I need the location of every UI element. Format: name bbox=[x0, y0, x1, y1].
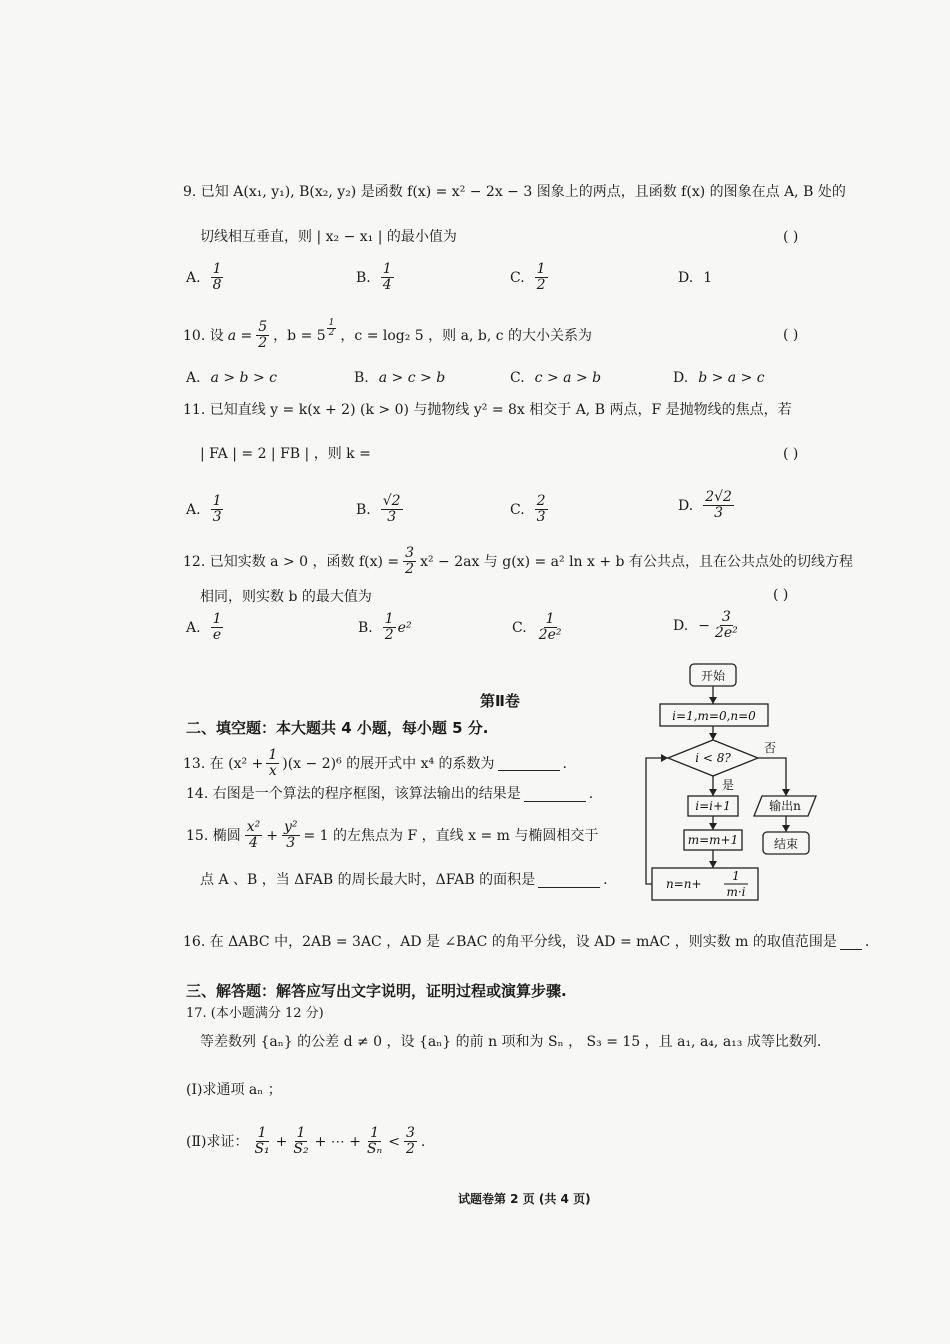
option-text: a > b > c bbox=[210, 370, 277, 386]
period: . bbox=[562, 755, 567, 772]
numerator: y² bbox=[283, 819, 298, 835]
q10-answer-paren: ( ) bbox=[783, 327, 799, 343]
q9-line1: 9. 已知 A(x₁, y₁), B(x₂, y₂) 是函数 f(x) = x² − 2x − 3 图象上的两点，且函数 f(x) 的图象在点 A, B 处的 bbox=[183, 184, 846, 200]
q14-text: 14. 右图是一个算法的程序框图，该算法输出的结果是 bbox=[186, 786, 521, 802]
q16-text: 16. 在 ΔABC 中，2AB = 3AC ，AD 是 ∠BAC 的角平分线，设 AD = mAC ，则实数 m 的取值范围是 bbox=[183, 934, 837, 950]
denominator: 4 bbox=[249, 835, 258, 852]
period: . bbox=[420, 1133, 426, 1150]
denominator: 3 bbox=[387, 509, 397, 526]
fraction bbox=[282, 820, 300, 852]
fraction bbox=[252, 1126, 271, 1158]
answer-blank[interactable] bbox=[524, 787, 586, 802]
flow-inc-i-label: i=i+1 bbox=[695, 799, 731, 813]
q12-option-c bbox=[512, 612, 563, 644]
q15-pre: 15. 椭圆 bbox=[186, 827, 241, 844]
flow-loop-line bbox=[646, 758, 668, 884]
q10-prefix: 10. 设 bbox=[183, 327, 224, 344]
option-label: D. bbox=[678, 270, 694, 286]
q11-option-a bbox=[186, 494, 223, 526]
answer-blank[interactable] bbox=[498, 756, 560, 771]
denominator: 8 bbox=[212, 277, 222, 294]
q12-line2: 相同，则实数 b 的最大值为 bbox=[200, 589, 372, 605]
flow-condition-label: i < 8? bbox=[695, 751, 731, 765]
option-label: D. bbox=[678, 497, 694, 514]
q10-option-b bbox=[354, 370, 445, 386]
option-label: A. bbox=[186, 619, 201, 636]
period: . bbox=[588, 786, 594, 802]
option-label: A. bbox=[186, 269, 201, 286]
page-footer: 试题卷第 2 页 (共 4 页) bbox=[458, 1192, 591, 1206]
fraction bbox=[383, 612, 396, 644]
denominator: 3 bbox=[286, 835, 296, 852]
section-solve: 三、解答题：解答应写出文字说明，证明过程或演算步骤. bbox=[186, 982, 567, 1000]
numerator: 1 bbox=[370, 1125, 380, 1141]
denominator: x bbox=[268, 763, 277, 780]
q17-part-i: (Ⅰ)求通项 aₙ ； bbox=[186, 1082, 282, 1098]
numerator: 3 bbox=[721, 609, 731, 625]
denominator: S₁ bbox=[254, 1141, 270, 1158]
option-label: B. bbox=[356, 501, 371, 518]
denominator: 2e² bbox=[714, 625, 738, 642]
fraction bbox=[381, 262, 394, 294]
option-label: D. bbox=[673, 370, 689, 386]
q12-prefix: 12. 已知实数 a > 0 ，函数 f(x) = bbox=[183, 553, 400, 570]
flow-end-label: 结束 bbox=[773, 837, 799, 851]
fraction bbox=[266, 748, 279, 780]
denominator: 3 bbox=[714, 505, 724, 522]
q14-line bbox=[186, 784, 593, 804]
denominator: 2 bbox=[384, 627, 394, 644]
q9-option-a bbox=[186, 262, 223, 294]
option-expr bbox=[383, 612, 412, 644]
fraction bbox=[537, 612, 564, 644]
numerator: 2 bbox=[536, 493, 546, 509]
flow-yes-label: 是 bbox=[722, 778, 735, 792]
section-fill-in: 二、填空题：本大题共 4 小题，每小题 5 分. bbox=[186, 719, 489, 737]
q12-option-d bbox=[673, 610, 740, 642]
denominator: e bbox=[212, 627, 222, 644]
fraction bbox=[404, 1126, 417, 1158]
option-label: C. bbox=[512, 619, 527, 636]
fraction bbox=[211, 612, 224, 644]
q15-post: = 1 的左焦点为 F ，直线 x = m 与椭圆相交于 bbox=[303, 827, 599, 844]
option-label: D. bbox=[673, 617, 689, 634]
q11-option-c bbox=[510, 494, 548, 526]
option-text: c > a > b bbox=[534, 370, 602, 386]
q12-rest: x² − 2ax 与 g(x) = a² ln x + b 有公共点，且在公共点处的切线方程 bbox=[420, 553, 853, 570]
fraction bbox=[211, 262, 224, 294]
q12-answer-paren: ( ) bbox=[773, 587, 789, 603]
q15-line2-text: 点 A 、B ，当 ΔFAB 的周长最大时，ΔFAB 的面积是 bbox=[200, 872, 536, 888]
q13-line bbox=[183, 748, 567, 780]
period: . bbox=[603, 872, 608, 888]
fraction bbox=[211, 494, 224, 526]
option-expr bbox=[698, 610, 740, 642]
numerator: 1 bbox=[384, 611, 394, 627]
numerator: 3 bbox=[405, 1125, 415, 1141]
numerator: 1 bbox=[536, 261, 546, 277]
q11-answer-paren: ( ) bbox=[783, 446, 799, 462]
q17-head: 17. (本小题满分 12 分) bbox=[186, 1006, 324, 1021]
q10-option-a bbox=[186, 370, 277, 386]
numerator: 1 bbox=[212, 493, 222, 509]
option-sign: − bbox=[698, 617, 710, 634]
option-text: a > c > b bbox=[378, 370, 446, 386]
fraction bbox=[381, 494, 403, 526]
numerator: 3 bbox=[405, 545, 415, 561]
q17-ii-pre: (Ⅱ)求证： bbox=[186, 1133, 249, 1150]
fraction bbox=[403, 546, 416, 578]
q10-a-lhs: a = bbox=[227, 327, 253, 344]
q11-line2: | FA | = 2 | FB | ，则 k = bbox=[200, 446, 371, 462]
numerator: 1 bbox=[328, 317, 335, 328]
flow-update-n-den: m·i bbox=[726, 885, 746, 899]
fraction bbox=[245, 820, 263, 852]
option-label: B. bbox=[358, 619, 373, 636]
flow-no-label: 否 bbox=[764, 741, 777, 755]
denominator: 2 bbox=[405, 561, 415, 578]
denominator: 2 bbox=[258, 335, 268, 352]
exponent-fraction bbox=[327, 319, 337, 340]
q12-line1 bbox=[183, 546, 853, 578]
denominator: Sₙ bbox=[366, 1141, 383, 1158]
q10-b: ，b = 5 bbox=[273, 327, 326, 344]
option-label: A. bbox=[186, 501, 201, 518]
less-than: < bbox=[388, 1133, 400, 1150]
option-label: A. bbox=[186, 370, 201, 386]
q9-option-b bbox=[356, 262, 394, 294]
answer-blank[interactable] bbox=[538, 873, 600, 888]
fraction bbox=[535, 262, 548, 294]
numerator: 5 bbox=[258, 319, 268, 335]
q17-body: 等差数列 {aₙ} 的公差 d ≠ 0 ，设 {aₙ} 的前 n 项和为 Sₙ ， S₃ = 15 ，且 a₁, a₄, a₁₃ 成等比数列. bbox=[200, 1034, 822, 1050]
fraction bbox=[713, 610, 740, 642]
plus-sign: + bbox=[275, 1133, 288, 1150]
numerator: 1 bbox=[212, 261, 222, 277]
fraction bbox=[291, 1126, 310, 1158]
q9-option-d bbox=[678, 270, 712, 286]
q13-post: )(x − 2)⁶ 的展开式中 x⁴ 的系数为 bbox=[282, 755, 495, 772]
flow-init-label: i=1,m=0,n=0 bbox=[672, 709, 756, 723]
q12-option-a bbox=[186, 612, 223, 644]
q12-option-b bbox=[358, 612, 412, 644]
numerator: 1 bbox=[382, 261, 392, 277]
option-text: 1 bbox=[703, 270, 713, 286]
fraction bbox=[256, 320, 269, 352]
flow-update-n-label: n=n+ bbox=[666, 877, 702, 891]
ellipsis-sum: + ⋯ + bbox=[314, 1133, 361, 1150]
period: . bbox=[864, 934, 870, 950]
option-tail: e² bbox=[397, 619, 412, 636]
option-label: B. bbox=[354, 370, 369, 386]
q9-answer-paren: ( ) bbox=[783, 229, 799, 245]
flow-output-label: 输出n bbox=[769, 799, 801, 813]
numerator: 1 bbox=[268, 747, 278, 763]
denominator: 2e² bbox=[538, 627, 562, 644]
numerator: 1 bbox=[545, 611, 555, 627]
q15-line2 bbox=[200, 870, 608, 890]
q17-part-ii bbox=[186, 1126, 425, 1158]
q9-line2: 切线相互垂直，则 | x₂ − x₁ | 的最小值为 bbox=[200, 229, 457, 245]
fraction bbox=[535, 494, 548, 526]
flow-start-label: 开始 bbox=[700, 669, 726, 683]
fraction bbox=[703, 490, 734, 522]
q10-line bbox=[183, 317, 593, 352]
q13-pre: 13. 在 (x² + bbox=[183, 755, 264, 772]
numerator: x² bbox=[246, 819, 261, 835]
flow-update-n-num: 1 bbox=[732, 869, 740, 883]
flow-no-line bbox=[758, 758, 786, 796]
flow-inc-m-label: m=m+1 bbox=[687, 833, 739, 847]
option-label: C. bbox=[510, 501, 525, 518]
plus-sign: + bbox=[266, 827, 278, 844]
denominator: 4 bbox=[382, 277, 392, 294]
q10-option-d bbox=[673, 370, 765, 386]
q11-line1: 11. 已知直线 y = k(x + 2) (k > 0) 与抛物线 y² = 8x 相交于 A, B 两点，F 是抛物线的焦点，若 bbox=[183, 402, 792, 418]
option-label: C. bbox=[510, 269, 525, 286]
denominator: S₂ bbox=[293, 1141, 309, 1158]
denominator: 3 bbox=[212, 509, 222, 526]
denominator: 2 bbox=[328, 328, 335, 339]
fraction bbox=[365, 1126, 384, 1158]
algorithm-flowchart bbox=[640, 658, 830, 908]
option-label: B. bbox=[356, 269, 371, 286]
option-label: C. bbox=[510, 370, 525, 386]
q9-option-c bbox=[510, 262, 548, 294]
denominator: 3 bbox=[536, 509, 546, 526]
numerator: 2√2 bbox=[705, 489, 732, 505]
numerator: 1 bbox=[296, 1125, 306, 1141]
denominator: 2 bbox=[405, 1141, 415, 1158]
answer-blank[interactable] bbox=[840, 935, 862, 950]
numerator: √2 bbox=[382, 493, 401, 509]
denominator: 2 bbox=[536, 277, 546, 294]
q10-option-c bbox=[510, 370, 601, 386]
option-text: b > a > c bbox=[698, 370, 765, 386]
q11-option-b bbox=[356, 494, 403, 526]
part2-title: 第Ⅱ卷 bbox=[480, 692, 520, 710]
q16-line bbox=[183, 932, 869, 952]
numerator: 1 bbox=[212, 611, 222, 627]
numerator: 1 bbox=[257, 1125, 267, 1141]
q15-line1 bbox=[186, 820, 598, 852]
q11-option-d bbox=[678, 490, 734, 522]
q10-rest: ，c = log₂ 5 ，则 a, b, c 的大小关系为 bbox=[340, 327, 593, 344]
